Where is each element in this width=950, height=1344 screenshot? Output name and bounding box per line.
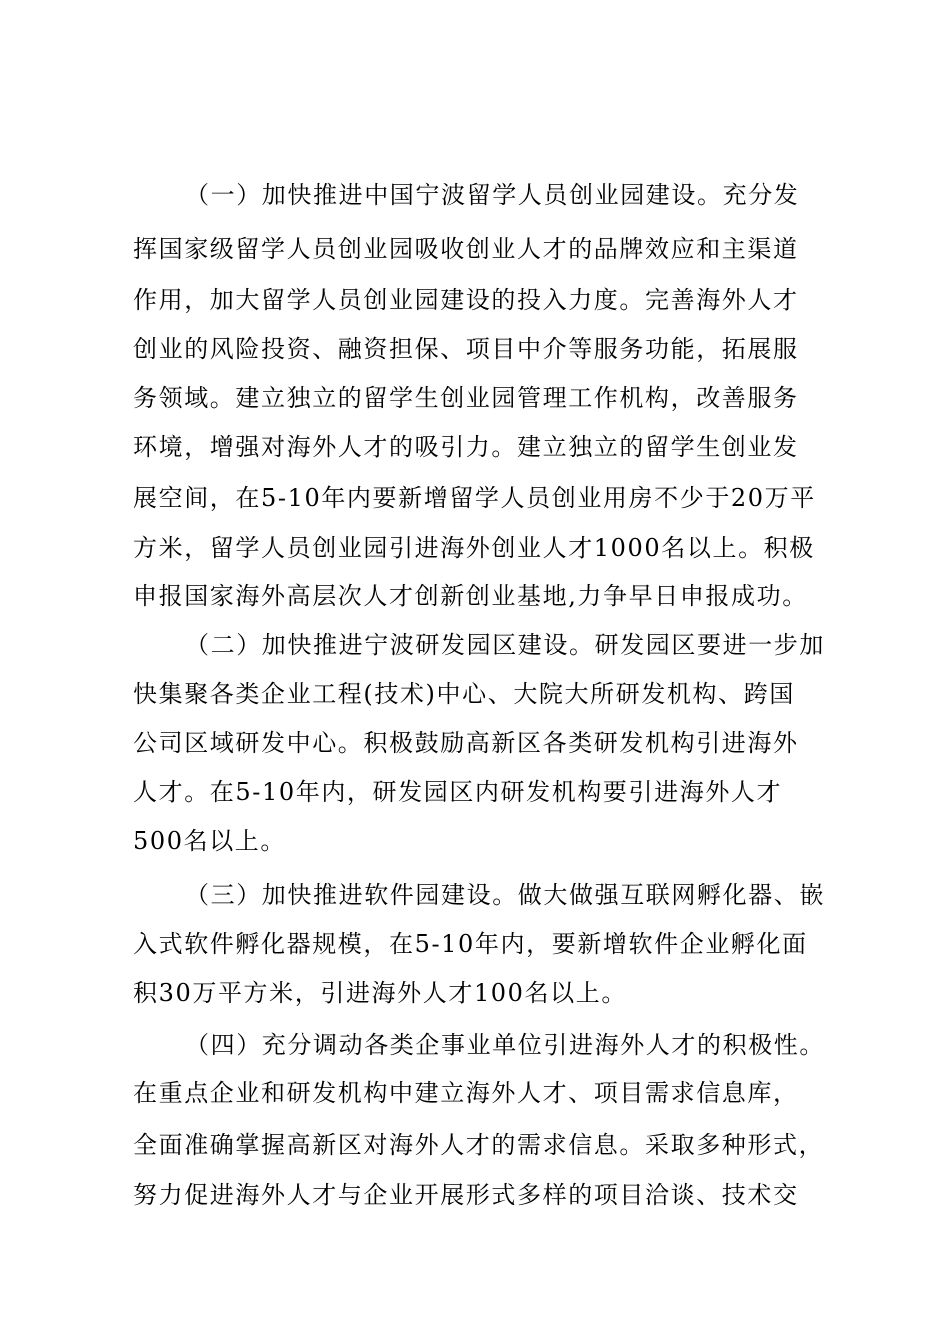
paragraph-1-line-9: 申报国家海外高层次人才创新创业基地,力争早日申报成功。 — [133, 582, 808, 610]
paragraph-4-line-4: 努力促进海外人才与企业开展形式多样的项目洽谈、技术交 — [133, 1181, 799, 1209]
paragraph-3-line-2: 入式软件孵化器规模，在5-10年内，要新增软件企业孵化面 — [133, 930, 808, 958]
paragraph-1-line-7: 展空间，在5-10年内要新增留学人员创业用房不少于20万平 — [133, 484, 816, 512]
paragraph-4-line-1: （四）充分调动各类企事业单位引进海外人才的积极性。 — [185, 1031, 825, 1059]
paragraph-4-line-2: 在重点企业和研发机构中建立海外人才、项目需求信息库， — [133, 1079, 799, 1107]
paragraph-2-line-1: （二）加快推进宁波研发园区建设。研发园区要进一步加 — [185, 631, 825, 659]
paragraph-2-line-2: 快集聚各类企业工程(技术)中心、大院大所研发机构、跨国 — [133, 680, 795, 708]
paragraph-1-line-6: 环境，增强对海外人才的吸引力。建立独立的留学生创业发 — [133, 433, 799, 461]
paragraph-1-line-3: 作用，加大留学人员创业园建设的投入力度。完善海外人才 — [133, 286, 799, 314]
paragraph-1-line-1: （一）加快推进中国宁波留学人员创业园建设。充分发 — [185, 181, 800, 209]
paragraph-1-line-5: 务领域。建立独立的留学生创业园管理工作机构，改善服务 — [133, 384, 799, 412]
paragraph-3-line-1: （三）加快推进软件园建设。做大做强互联网孵化器、嵌 — [185, 881, 825, 909]
paragraph-1-line-8: 方米，留学人员创业园引进海外创业人才1000名以上。积极 — [133, 534, 815, 562]
paragraph-2-line-5: 500名以上。 — [133, 827, 287, 855]
paragraph-1-line-4: 创业的风险投资、融资担保、项目中介等服务功能，拓展服 — [133, 335, 799, 363]
paragraph-2-line-3: 公司区域研发中心。积极鼓励高新区各类研发机构引进海外 — [133, 729, 799, 757]
paragraph-3-line-3: 积30万平方米，引进海外人才100名以上。 — [133, 979, 627, 1007]
paragraph-1-line-2: 挥国家级留学人员创业园吸收创业人才的品牌效应和主渠道 — [133, 235, 799, 263]
paragraph-4-line-3: 全面准确掌握高新区对海外人才的需求信息。采取多种形式， — [133, 1131, 825, 1159]
paragraph-2-line-4: 人才。在5-10年内，研发园区内研发机构要引进海外人才 — [133, 778, 783, 806]
